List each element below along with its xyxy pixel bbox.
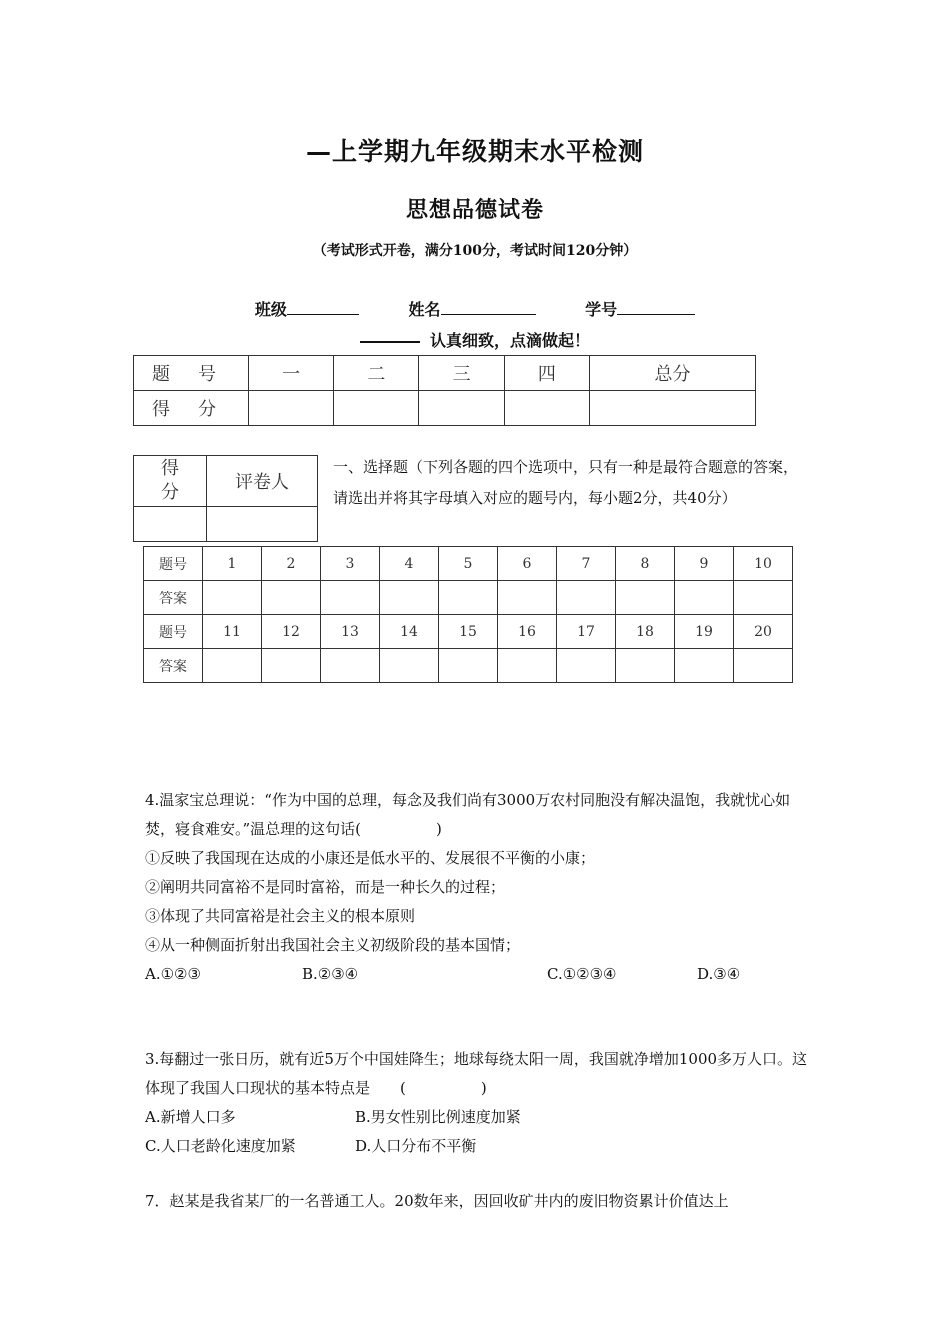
option-d[interactable]: D.人口分布不平衡 (355, 1137, 477, 1155)
student-info-line (0, 297, 950, 320)
answer-cell[interactable] (498, 649, 557, 683)
exam-subtitle: 思想品德试卷 (405, 197, 544, 223)
answer-cell[interactable] (203, 649, 262, 683)
question-number: 10 (734, 547, 793, 581)
answer-label: 答案 (144, 649, 203, 683)
option-c[interactable]: C.①②③④ (547, 965, 617, 983)
question-number: 9 (675, 547, 734, 581)
answer-cell[interactable] (557, 649, 616, 683)
score-input-cell[interactable] (504, 391, 589, 426)
answer-cell[interactable] (675, 581, 734, 615)
question-number: 6 (498, 547, 557, 581)
score-table-header-row (134, 356, 756, 391)
grader-table (133, 455, 318, 542)
answer-cell[interactable] (321, 649, 380, 683)
question-4 (145, 786, 810, 989)
answer-cell[interactable] (498, 581, 557, 615)
grader-score-label: 得分 (134, 456, 207, 507)
answer-cell[interactable] (439, 581, 498, 615)
score-header-cell: 二 (334, 356, 419, 391)
motto-dash (360, 341, 420, 343)
question-statement: ①反映了我国现在达成的小康还是低水平的、发展很不平衡的小康； (145, 849, 596, 867)
question-statement: ②阐明共同富裕不是同时富裕，而是一种长久的过程； (145, 878, 506, 896)
exam-info: （考试形式开卷，满分100分，考试时间120分钟） (312, 243, 638, 259)
score-header-cell: 四 (504, 356, 589, 391)
question-number: 19 (675, 615, 734, 649)
answer-cell[interactable] (380, 581, 439, 615)
answer-cell[interactable] (616, 649, 675, 683)
question-number: 8 (616, 547, 675, 581)
question-number: 11 (203, 615, 262, 649)
motto (0, 328, 950, 351)
score-input-cell[interactable] (589, 391, 755, 426)
question-7 (145, 1187, 810, 1216)
question-number: 4 (380, 547, 439, 581)
answer-cell[interactable] (734, 581, 793, 615)
question-number: 12 (262, 615, 321, 649)
student-no-blank[interactable] (617, 298, 695, 315)
question-stem: 4.温家宝总理说：“作为中国的总理，每念及我们尚有3000万农村同胞没有解决温饱，我就忧心如焚，寝食难安。”温总理的这句话( ) (145, 791, 791, 838)
grader-name-cell[interactable] (207, 507, 318, 542)
answer-num-row (144, 547, 793, 581)
question-number: 7 (557, 547, 616, 581)
question-number: 13 (321, 615, 380, 649)
question-number: 2 (262, 547, 321, 581)
option-b[interactable]: B.男女性别比例速度加紧 (355, 1108, 521, 1126)
score-input-cell[interactable] (334, 391, 419, 426)
question-number: 5 (439, 547, 498, 581)
answer-row (144, 581, 793, 615)
answer-cell[interactable] (380, 649, 439, 683)
answer-row (144, 649, 793, 683)
answer-cell[interactable] (439, 649, 498, 683)
class-blank[interactable] (287, 298, 359, 315)
option-b[interactable]: B.②③④ (302, 965, 359, 983)
answer-num-row (144, 615, 793, 649)
student-no-label: 学号 (585, 300, 618, 319)
score-table-score-row (134, 391, 756, 426)
question-options (145, 1103, 810, 1132)
question-statement: ③体现了共同富裕是社会主义的根本原则 (145, 907, 416, 925)
exam-title: —上学期九年级期末水平检测 (305, 137, 644, 166)
score-input-cell[interactable] (249, 391, 334, 426)
question-number: 1 (203, 547, 262, 581)
grader-score-cell[interactable] (134, 507, 207, 542)
question-number: 20 (734, 615, 793, 649)
question-options (145, 1132, 810, 1161)
answer-cell[interactable] (734, 649, 793, 683)
question-number: 15 (439, 615, 498, 649)
question-statement: ④从一种侧面折射出我国社会主义初级阶段的基本国情； (145, 936, 521, 954)
score-table (133, 355, 756, 426)
score-row-label: 得分 (134, 391, 249, 426)
option-a[interactable]: A.①②③ (145, 965, 201, 983)
question-stem: 7．赵某是我省某厂的一名普通工人。20数年来，因回收矿井内的废旧物资累计价值达上 (145, 1192, 729, 1210)
answer-table (143, 546, 793, 683)
answer-cell[interactable] (262, 581, 321, 615)
score-input-cell[interactable] (419, 391, 504, 426)
answer-cell[interactable] (203, 581, 262, 615)
answer-num-label: 题号 (144, 547, 203, 581)
question-stem: 3.每翻过一张日历，就有近5万个中国娃降生；地球每绕太阳一周，我国就净增加1000多万人口。这体现了我国人口现状的基本特点是 ( ) (145, 1050, 808, 1097)
answer-cell[interactable] (321, 581, 380, 615)
question-number: 3 (321, 547, 380, 581)
score-header-cell: 总分 (589, 356, 755, 391)
question-options (145, 960, 810, 989)
option-a[interactable]: A.新增人口多 (145, 1108, 236, 1126)
answer-label: 答案 (144, 581, 203, 615)
section-1-intro: 一、选择题（下列各题的四个选项中，只有一种是最符合题意的答案，请选出并将其字母填入对应的题号内，每小题2分，共40分） (333, 458, 799, 507)
option-d[interactable]: D.③④ (697, 965, 741, 983)
option-c[interactable]: C.人口老龄化速度加紧 (145, 1137, 296, 1155)
question-number: 16 (498, 615, 557, 649)
grader-label: 评卷人 (207, 456, 318, 507)
score-header-cell: 题号 (134, 356, 249, 391)
class-label: 班级 (254, 300, 287, 319)
answer-cell[interactable] (616, 581, 675, 615)
score-header-cell: 三 (419, 356, 504, 391)
question-number: 14 (380, 615, 439, 649)
score-header-cell: 一 (249, 356, 334, 391)
name-blank[interactable] (441, 298, 536, 315)
question-number: 17 (557, 615, 616, 649)
question-3 (145, 1045, 810, 1161)
answer-cell[interactable] (262, 649, 321, 683)
answer-cell[interactable] (675, 649, 734, 683)
answer-num-label: 题号 (144, 615, 203, 649)
answer-cell[interactable] (557, 581, 616, 615)
motto-text: 认真细致，点滴做起！ (429, 331, 590, 350)
question-number: 18 (616, 615, 675, 649)
name-label: 姓名 (408, 300, 441, 319)
